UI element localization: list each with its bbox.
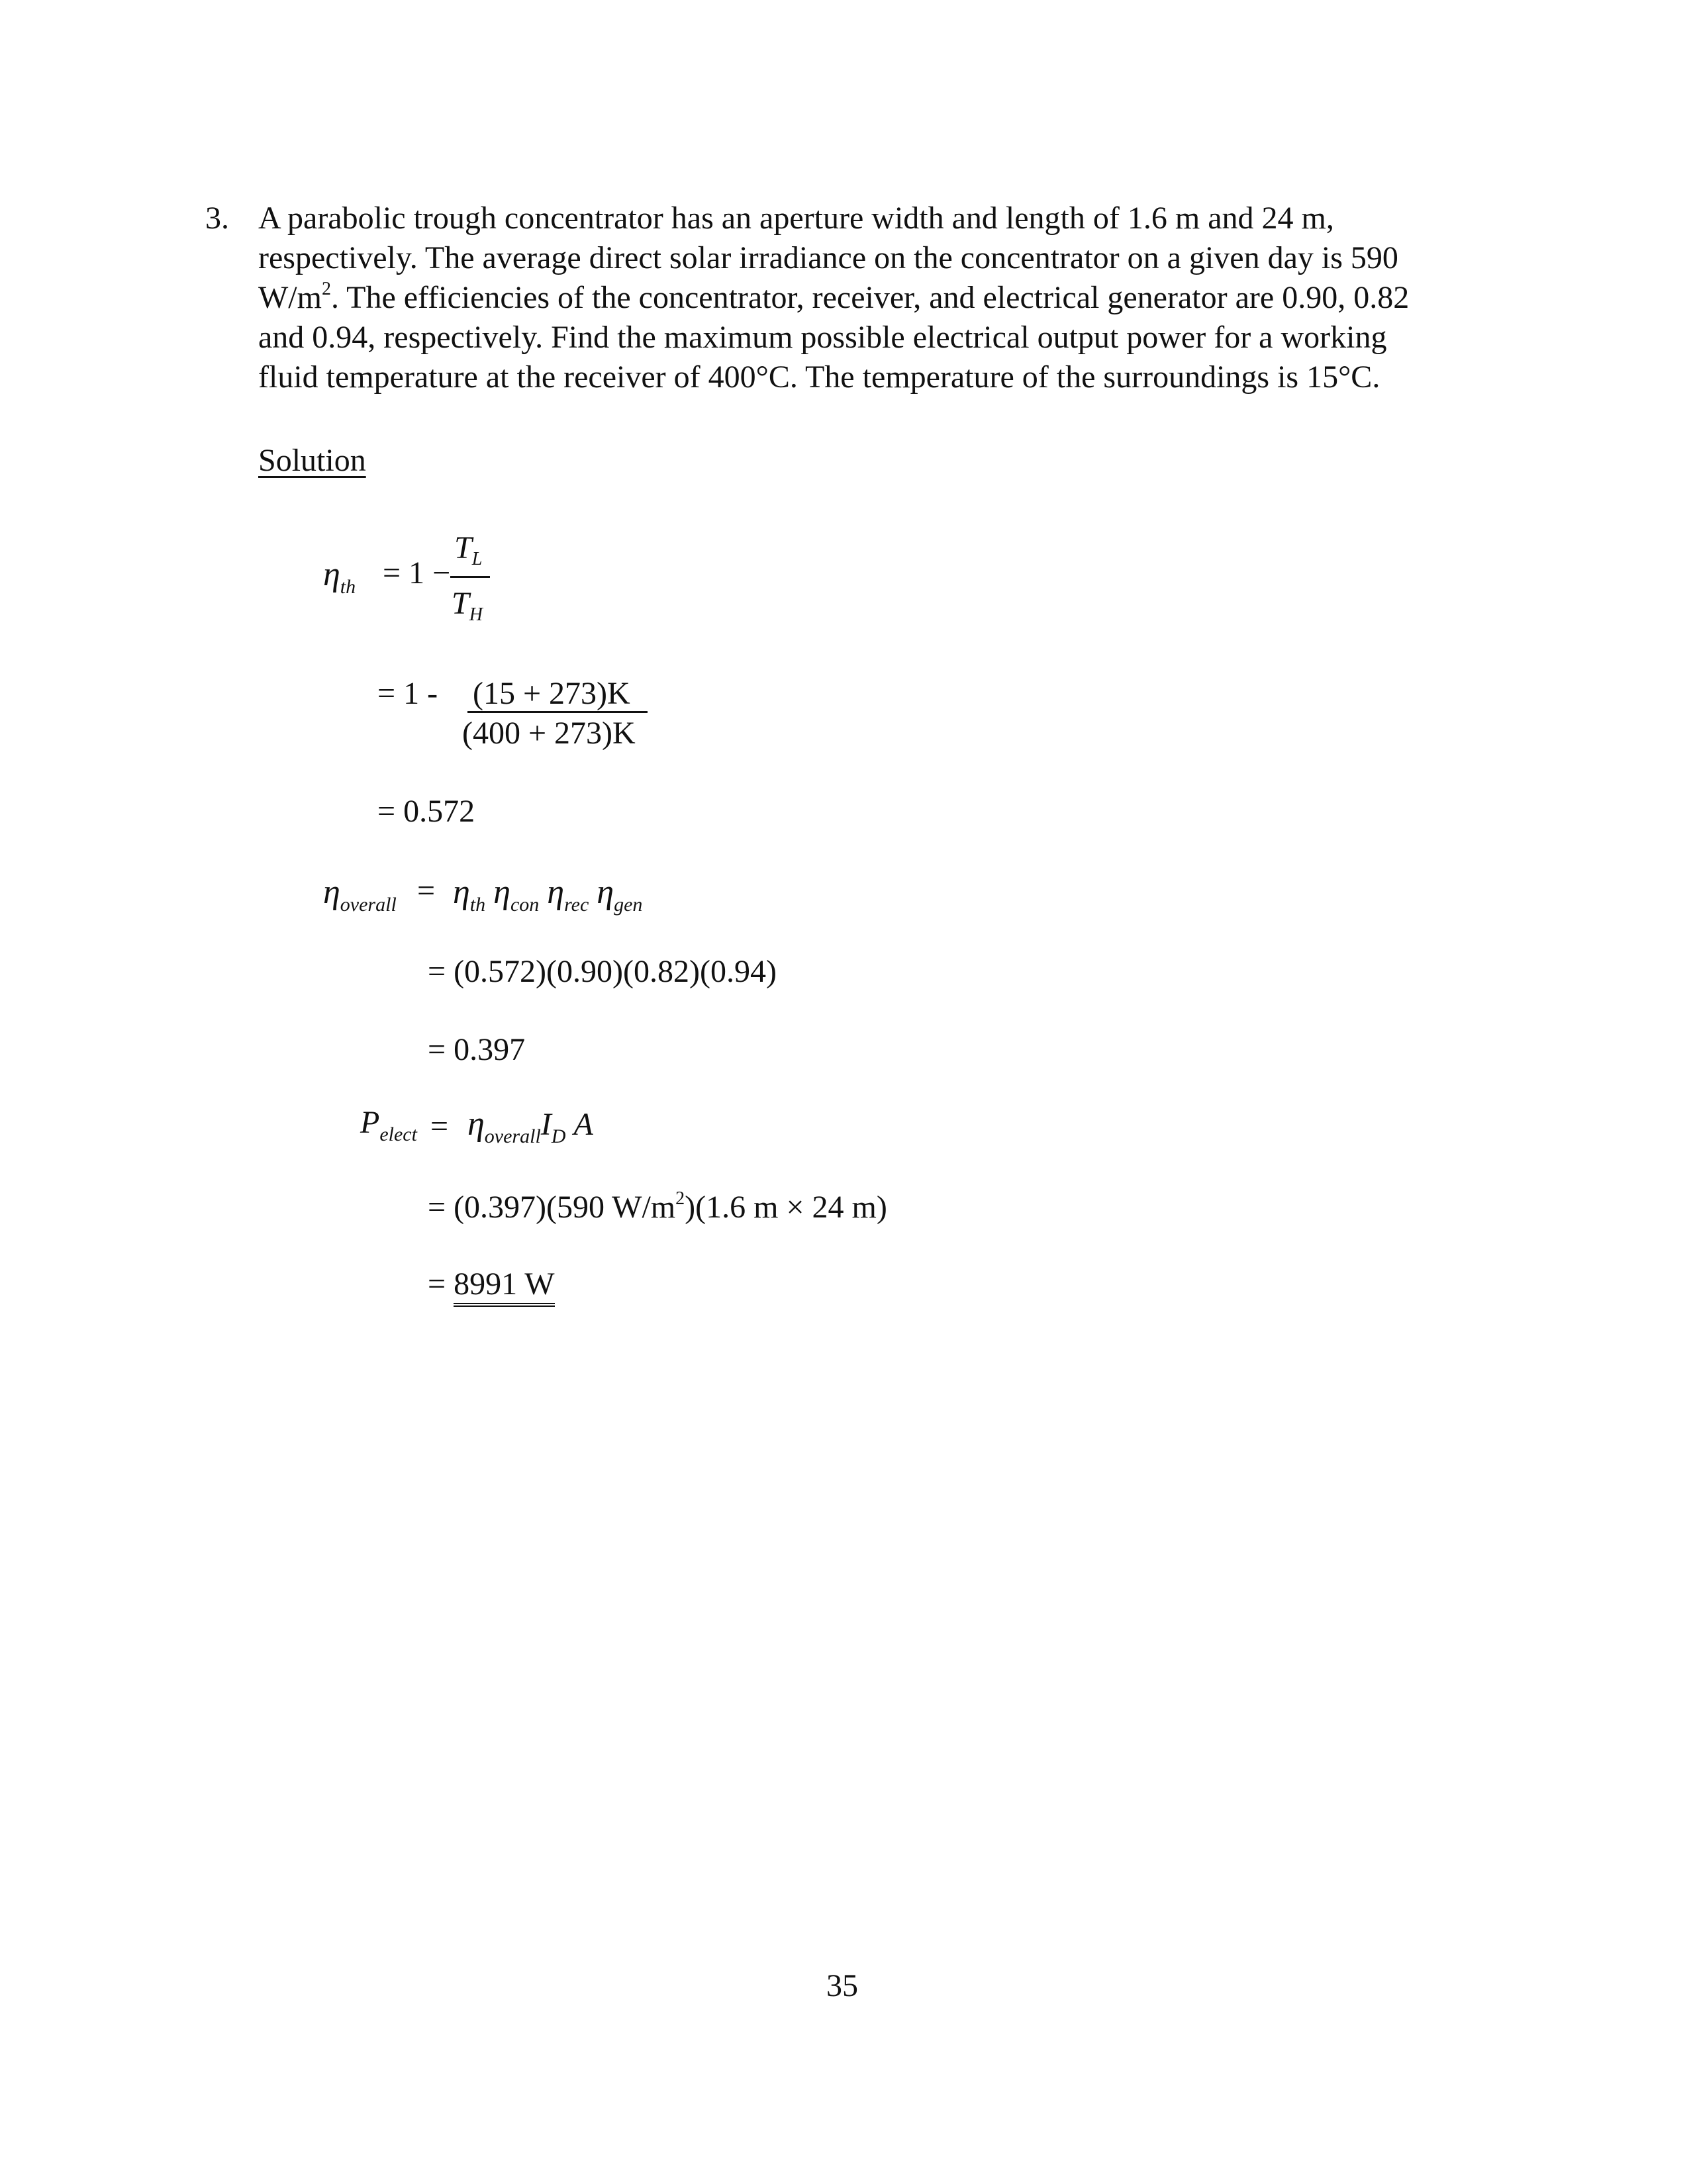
eta-th-sub-numerator: (15 + 273)K (473, 676, 630, 711)
problem-line-4: and 0.94, respectively. Find the maximum possible electrical output power for a working (258, 320, 1387, 355)
eta-overall-result: = 0.397 (428, 1032, 526, 1067)
eta-overall-substitution: = (0.572)(0.90)(0.82)(0.94) (428, 954, 777, 989)
eta-overall-rhs: $\eta_{th}$ $\eta_{con}$ $\eta_{rec}$ $\eta_{gen}$ (453, 873, 643, 916)
eta-th-sub-prefix: = 1 - (377, 676, 438, 711)
problem-line-1: A parabolic trough concentrator has an aperture width and length of 1.6 m and 24 m, (258, 201, 1334, 236)
eta-th-fraction-bar (450, 576, 490, 578)
eta-th-denominator: $T_H$ (452, 586, 483, 625)
eta-overall-equals: = (417, 873, 436, 908)
p-elect-substitution: = (0.397)(590 $W/m^2)(1.6$ m × 24 m) (428, 1188, 887, 1225)
eta-th-sub-fraction-bar (467, 711, 648, 713)
problem-line-2: respectively. The average direct solar irradiance on the concentrator on a given day is 590 (258, 240, 1398, 275)
page-number: 35 (826, 1968, 858, 2003)
problem-text (258, 199, 1496, 397)
eta-overall-lhs: $\eta_{overall}$ (323, 873, 397, 916)
solution-heading: Solution (258, 443, 366, 478)
eta-th-eq-one: = 1 − (383, 555, 451, 591)
eta-th-result: = 0.572 (377, 794, 475, 829)
p-elect-equals: = (430, 1109, 449, 1144)
p-elect-result: = 8991 W (428, 1266, 555, 1302)
problem-number: 3. (205, 201, 229, 236)
eta-th-numerator: $T_L$ (454, 530, 483, 569)
problem-line-3: $W/m^2$. The efficiencies of the concentrator, receiver, and electrical generator are 0.90, 0.82 (258, 279, 1410, 315)
p-elect-rhs: $\eta_{overall}I_D$ A (467, 1105, 593, 1147)
problem-line-5: fluid temperature at the receiver of 400°C. The temperature of the surroundings is 15°C. (258, 359, 1380, 395)
final-answer: 8991 W (454, 1266, 554, 1307)
eta-th-lhs: $\eta_{th}$ (323, 555, 356, 598)
p-elect-lhs: $P_{elect}$ (360, 1105, 417, 1145)
eta-th-sub-denominator: (400 + 273)K (462, 716, 636, 751)
